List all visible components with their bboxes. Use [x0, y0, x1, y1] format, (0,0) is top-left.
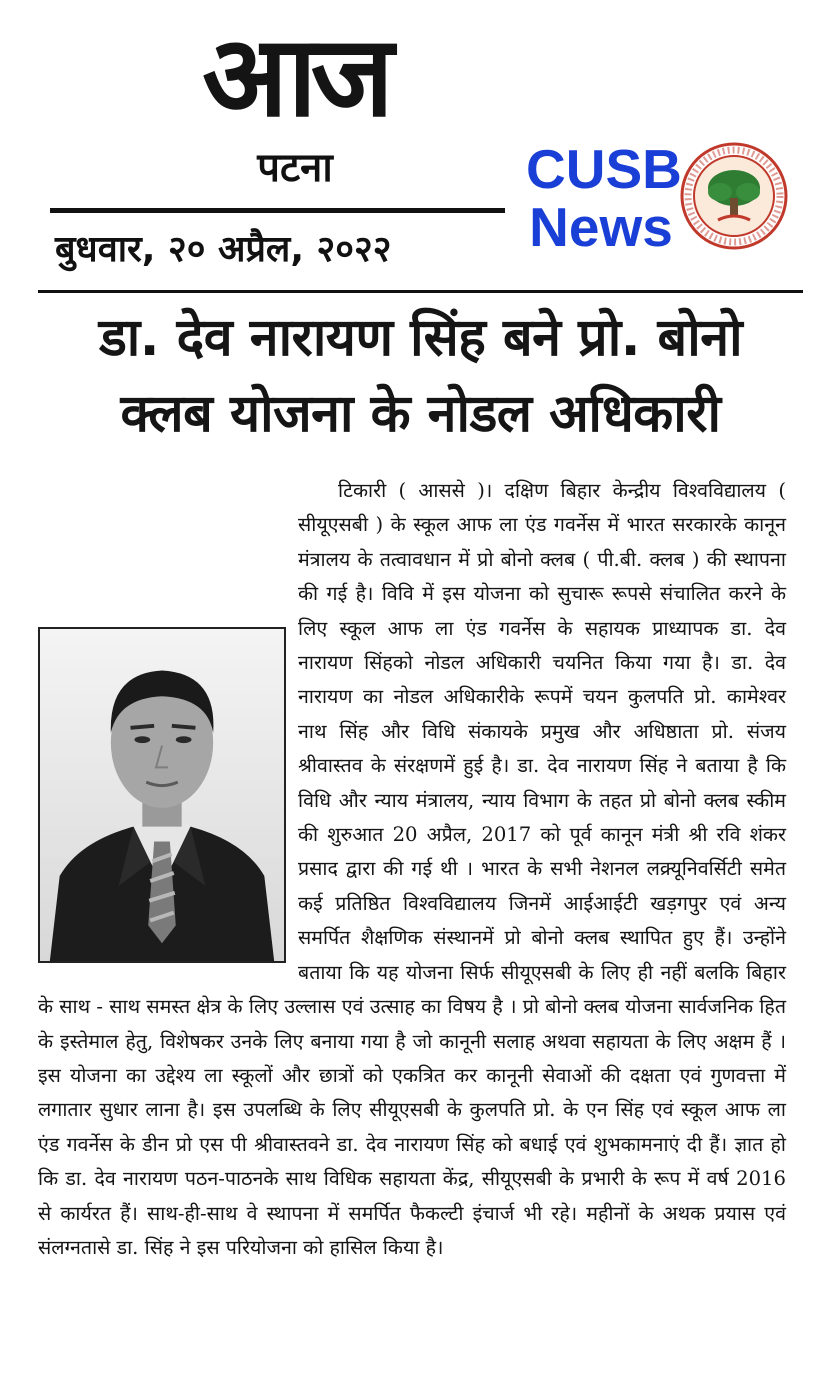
- article-text: दक्षिण बिहार केन्द्रीय विश्वविद्यालय ( सीयूएसबी ) के स्कूल आफ ला एंड गवर्नेस में भारत सरकारके कानून मंत्रालय के तत्वावधान में प्रो बोनो क्लब ( पी.बी. क्लब ) की स्थापना की गई है। विवि में इस योजना को सुचारू रूपसे संचालित करने के लिए स्कूल आफ ला एंड गवर्नेस के सहायक प्राध्यापक डा. देव नारायण सिंहको नोडल अधिकारी चयनित किया गया है। डा. देव नारायण का नोडल अधिकारीके रूपमें चयन कुलपति प्रो. कामेश्वर नाथ सिंह और विधि संकायके प्रमुख और अधिष्ठाता प्रो. संजय श्रीवास्तव के संरक्षणमें हुई है। डा. देव नारायण सिंह ने बताया है कि विधि और न्याय मंत्रालय, न्याय विभाग के तहत प्रो बोनो क्लब स्कीम की शुरुआत 20 अप्रैल, 2017 को पूर्व कानून मंत्री श्री रवि शंकर प्रसाद द्वारा की गई थी । भारत के सभी नेशनल लक्र्यूनिवर्सिटी समेत कई प्रतिष्ठित विश्वविद्यालय जिनमें आईआईटी खड़गपुर एवं अन्य समर्पित शैक्षणिक संस्थानमें प्रो बोनो क्लब स्थापित हुए हैं। उन्होंने बताया कि यह योजना सिर्फ सीयूएसबी के लिए ही नहीं बलकि बिहार के साथ - साथ समस्त क्षेत्र के लिए उल्लास एवं उत्साह का विषय है । प्रो बोनो क्लब योजना सार्वजनिक हित के इस्तेमाल हेतु, विशेषकर उनके लिए बनाया गया है जो कानूनी सलाह अथवा सहायता के लिए अक्षम हैं । इस योजना का उद्देश्य ला स्कूलों और छात्रों को एकत्रित कर कानूनी सेवाओं की दक्षता एवं गुणवत्ता में लगातार सुधार लाना है। इस उपलब्धि के लिए सीयूएसबी के कुलपति प्रो. के एन सिंह एवं स्कूल आफ ला एंड गवर्नेस के डीन प्रो एस पी श्रीवास्तवने डा. देव नारायण सिंह को बधाई एवं शुभकामनाएं दी हैं। ज्ञात हो कि डा. देव नारायण पठन-पाठनके साथ विधिक सहायता केंद्र, सीयूएसबी के प्रभारी के रूप में वर्ष 2016 से कार्यरत हैं। साथ-ही-साथ वे स्थापना में समर्पित फैकल्टी इंचार्ज भी रहे। महीनों के अथक प्रयास एवं संलग्नतासे डा. सिंह ने इस परियोजना को हासिल किया है।: [38, 479, 786, 1259]
- badge-line-cusb: CUSB: [526, 138, 682, 200]
- article-dateline: टिकारी ( आससे )।: [338, 479, 493, 502]
- headline-line-1: डा. देव नारायण सिंह बने प्रो. बोनो: [98, 308, 743, 368]
- masthead: [0, 0, 813, 290]
- headline: [38, 300, 803, 452]
- newspaper-logo: आज: [202, 12, 388, 142]
- article-body: [38, 474, 786, 1386]
- issue-date: बुधवार, २० अप्रैल, २०२२: [55, 229, 392, 270]
- masthead-rule: [50, 208, 505, 213]
- headline-line-2: क्लब योजना के नोडल अधिकारी: [120, 384, 721, 444]
- headline-rule: [38, 290, 803, 293]
- edition-city: पटना: [257, 145, 333, 191]
- portrait-photo: [38, 627, 286, 963]
- badge-line-news: News: [529, 196, 673, 258]
- university-seal-icon: [680, 142, 788, 250]
- cusb-news-badge: [526, 138, 682, 258]
